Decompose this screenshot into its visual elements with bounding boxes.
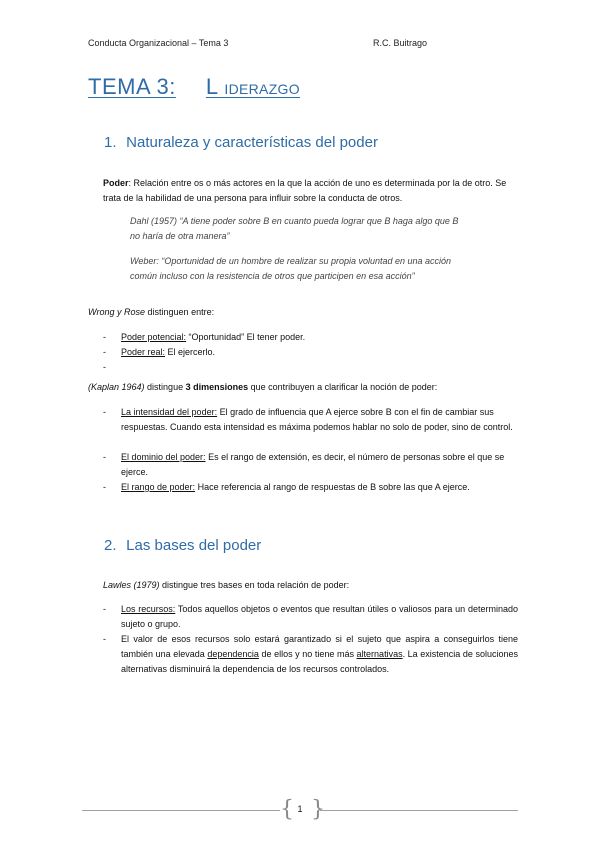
dependencia-term: dependencia <box>207 649 259 659</box>
bullet-marker: - <box>103 604 106 614</box>
list-item-term: Poder real: <box>121 347 166 357</box>
list-item <box>121 345 518 360</box>
list-item-text: Es el rango de extensión, es decir, el número de personas sobre el que se ejerce. <box>121 452 505 477</box>
footer-brace-left: { <box>280 797 294 822</box>
section1-title: Naturaleza y características del poder <box>126 134 378 151</box>
section2-heading <box>104 537 261 554</box>
list-item-text: Hace referencia al rango de respuestas de B sobre las que A ejerce. <box>195 482 470 492</box>
list-item-text: El grado de influencia que A ejerce sobre B con el fin de cambiar sus respuestas. Cuando esta intensidad es máxima podemos hablar no solo de poder, sino de control. <box>121 407 513 432</box>
bullet-marker: - <box>103 452 106 462</box>
list-item-term: El rango de poder: <box>121 482 196 492</box>
list-item-text: Todos aquellos objetos o eventos que resultan útiles o valiosos para un determinado sujeto o grupo. <box>121 604 518 629</box>
alternativas-term: alternativas <box>356 649 403 659</box>
list-item-term: Poder potencial: <box>121 332 187 342</box>
list-item <box>121 405 518 435</box>
footer-brace-right: } <box>311 797 325 822</box>
kaplan-mid: distingue <box>144 382 186 392</box>
bullet-marker: - <box>103 332 106 342</box>
wrong-rose-text: distinguen entre: <box>145 307 215 317</box>
list-item-term: Los recursos: <box>121 604 176 614</box>
bullet-marker: - <box>103 347 106 357</box>
page-title <box>88 74 300 100</box>
title-prefix: TEMA 3: <box>88 74 176 99</box>
header-right: R.C. Buitrago <box>373 38 428 48</box>
poder-term: Poder <box>103 178 129 188</box>
wrong-rose-intro <box>88 305 214 320</box>
title-letter: L <box>205 74 218 99</box>
poder-text: : Relación entre os o más actores en la que la acción de uno es determinada por la de otro. Se trata de la habilidad de una persona para influir sobre la conducta de otros. <box>103 178 507 203</box>
bullet-marker: - <box>103 407 106 417</box>
section1-number: 1. <box>104 134 117 151</box>
section2-number: 2. <box>104 537 117 554</box>
lawles-text: distingue tres bases en toda relación de poder: <box>159 580 350 590</box>
list-item <box>121 632 518 677</box>
bullet-marker: - <box>103 482 106 492</box>
bullet-marker: - <box>103 362 106 372</box>
quote-weber: Weber: “Oportunidad de un hombre de realizar su propia voluntad en una acción común incluso con la resistencia de otros que participen en esa acción” <box>130 256 452 281</box>
wrong-rose-authors: Wrong y Rose <box>88 307 146 317</box>
quote-dahl: Dahl (1957) “A tiene poder sobre B en cuanto pueda lograr que B haga algo que B no haría de otra manera” <box>130 216 459 241</box>
list-item <box>121 480 518 495</box>
bullet-marker: - <box>103 634 106 644</box>
list-item-text: El ejercerlo. <box>165 347 216 357</box>
list-item-text: . La existencia de soluciones alternativas disminuirá la dependencia de los recursos controlados. <box>121 649 518 674</box>
header-left: Conducta Organizacional – Tema 3 <box>88 38 229 48</box>
list-item-text: de ellos y no tiene más <box>258 649 357 659</box>
kaplan-author: (Kaplan 1964) <box>88 382 145 392</box>
list-item-text: El valor de esos recursos solo estará garantizado si el sujeto que aspira a conseguirlos tiene también una elevada <box>121 634 518 659</box>
list-item-term: El dominio del poder: <box>121 452 206 462</box>
list-item <box>121 450 518 480</box>
footer-rule-left <box>82 810 280 811</box>
list-item <box>121 602 518 632</box>
page-number: 1 <box>297 804 303 814</box>
kaplan-intro <box>88 380 437 395</box>
lawles-author: Lawles (1979) <box>103 580 160 590</box>
kaplan-end: que contribuyen a clarificar la noción de poder: <box>248 382 438 392</box>
list-item-term: La intensidad del poder: <box>121 407 218 417</box>
lawles-intro <box>103 578 349 593</box>
footer-rule-right <box>320 810 518 811</box>
poder-definition <box>103 176 518 206</box>
list-item-text: “Oportunidad” El tener poder. <box>186 332 306 342</box>
title-rest: IDERAZGO <box>224 81 300 97</box>
list-item <box>121 330 518 345</box>
section1-heading <box>104 134 378 151</box>
section2-title: Las bases del poder <box>126 537 262 554</box>
kaplan-dimensions: 3 dimensiones <box>185 382 249 392</box>
